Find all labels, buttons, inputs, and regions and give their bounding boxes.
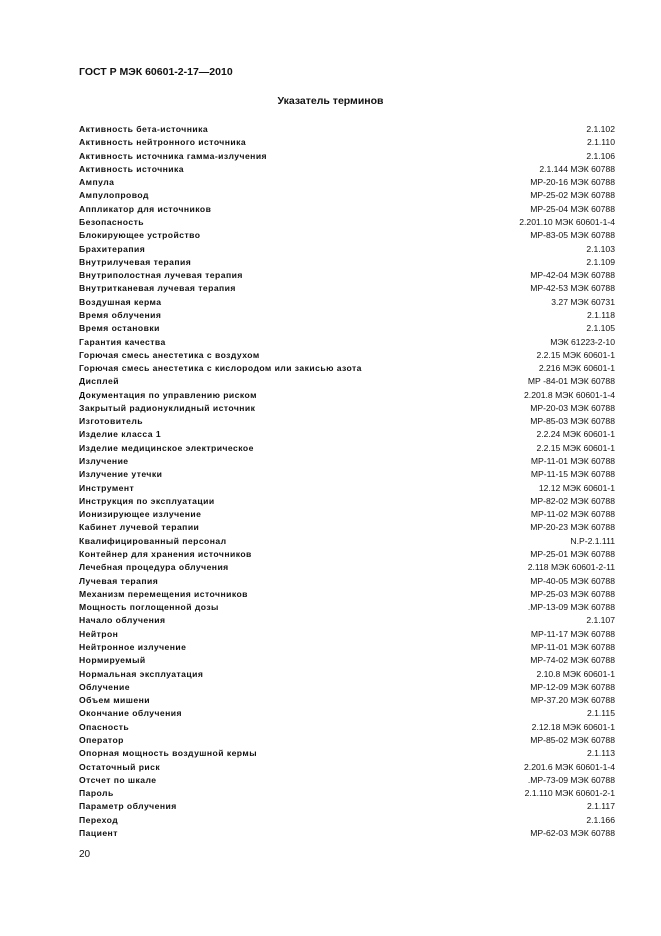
term-reference: 2.1.110 bbox=[586, 137, 615, 148]
term-entry bbox=[79, 721, 615, 734]
term-name: Горючая смесь анестетика с кислородом или закисью азота bbox=[79, 363, 362, 374]
term-name: Изделие класса 1 bbox=[79, 429, 162, 440]
term-name: Внутрилучевая терапия bbox=[79, 256, 192, 267]
term-reference: 2.118 МЭК 60601-2-11 bbox=[527, 562, 615, 573]
term-reference: МР-25-02 МЭК 60788 bbox=[530, 190, 615, 201]
term-name: Блокирующее устройство bbox=[79, 230, 201, 241]
term-name: Опорная мощность воздушной кермы bbox=[79, 748, 257, 759]
term-name: Опасность bbox=[79, 721, 130, 732]
term-entry bbox=[79, 136, 615, 149]
term-entry bbox=[79, 442, 615, 455]
term-name: Окончание облучения bbox=[79, 708, 182, 719]
term-entry bbox=[79, 415, 615, 428]
term-reference: 2.1.115 bbox=[586, 708, 615, 719]
term-entry bbox=[79, 508, 615, 521]
term-reference: .МР-13-09 МЭК 60788 bbox=[527, 602, 615, 613]
term-name: Механизм перемещения источников bbox=[79, 588, 248, 599]
term-reference: МР-20-03 МЭК 60788 bbox=[530, 402, 615, 413]
term-entry bbox=[79, 203, 615, 216]
term-name: Нормируемый bbox=[79, 655, 146, 666]
term-reference: 2.1.118 bbox=[586, 309, 615, 320]
term-reference: 2.2.24 МЭК 60601-1 bbox=[536, 429, 615, 440]
term-entry bbox=[79, 362, 615, 375]
term-reference: 2.1.110 МЭК 60601-2-1 bbox=[524, 788, 615, 799]
term-entry bbox=[79, 349, 615, 362]
term-name: Активность источника bbox=[79, 163, 185, 174]
term-reference: 2.201.8 МЭК 60601-1-4 bbox=[524, 389, 615, 400]
term-name: Ионизирующее излучение bbox=[79, 509, 202, 520]
term-name: Дисплей bbox=[79, 376, 119, 387]
term-reference: МР-74-02 МЭК 60788 bbox=[530, 655, 615, 666]
term-entry bbox=[79, 468, 615, 481]
term-name: Инструмент bbox=[79, 482, 135, 493]
term-reference: 2.12.18 МЭК 60601-1 bbox=[531, 721, 615, 732]
term-name: Контейнер для хранения источников bbox=[79, 549, 252, 559]
term-name: Остаточный риск bbox=[79, 761, 161, 772]
term-name: Объем мишени bbox=[79, 695, 151, 706]
term-name: Безопасность bbox=[79, 216, 145, 227]
term-reference: МР -84-01 МЭК 60788 bbox=[527, 376, 615, 387]
term-name: Ампула bbox=[79, 177, 115, 188]
term-reference: МР-85-03 МЭК 60788 bbox=[530, 416, 615, 427]
term-entry bbox=[79, 668, 615, 681]
term-entry bbox=[79, 694, 615, 707]
term-reference: .МР-73-09 МЭК 60788 bbox=[527, 774, 615, 785]
index-title: Указатель терминов bbox=[277, 95, 384, 107]
term-reference: МР-20-16 МЭК 60788 bbox=[530, 177, 615, 188]
term-entry bbox=[79, 216, 615, 229]
term-name: Внутриполостная лучевая терапия bbox=[79, 270, 243, 281]
term-entry bbox=[79, 561, 615, 574]
term-reference: МЭК 61223-2-10 bbox=[550, 336, 615, 347]
term-reference: 2.1.107 bbox=[586, 615, 615, 626]
term-entry bbox=[79, 495, 615, 508]
term-entry bbox=[79, 800, 615, 813]
term-name: Облучение bbox=[79, 681, 130, 692]
term-reference: МР-25-01 МЭК 60788 bbox=[530, 549, 615, 559]
term-name: Нейтронное излучение bbox=[79, 641, 187, 652]
term-reference: N.P-2.1.111 bbox=[570, 535, 615, 546]
term-reference: 2.216 МЭК 60601-1 bbox=[538, 363, 615, 374]
term-name: Изготовитель bbox=[79, 416, 143, 427]
term-name: Активность нейтронного источника bbox=[79, 137, 247, 148]
term-reference: 3.27 МЭК 60731 bbox=[551, 296, 615, 307]
term-reference: МР-11-01 МЭК 60788 bbox=[530, 456, 615, 467]
term-reference: МР-40-05 МЭК 60788 bbox=[530, 575, 615, 586]
term-name: Внутритканевая лучевая терапия bbox=[79, 283, 236, 294]
term-entry bbox=[79, 336, 615, 349]
term-entry bbox=[79, 482, 615, 495]
term-entry bbox=[79, 309, 615, 322]
term-entry bbox=[79, 150, 615, 163]
term-name: Активность бета-источника bbox=[79, 124, 209, 134]
term-reference: МР-37.20 МЭК 60788 bbox=[530, 695, 615, 706]
term-name: Нейтрон bbox=[79, 628, 119, 639]
term-reference: МР-11-02 МЭК 60788 bbox=[530, 509, 615, 520]
term-entry bbox=[79, 428, 615, 441]
term-name: Нормальная эксплуатация bbox=[79, 668, 204, 679]
term-name: Квалифицированный персонал bbox=[79, 535, 227, 546]
term-name: Кабинет лучевой терапии bbox=[79, 522, 200, 533]
term-entry bbox=[79, 774, 615, 787]
term-entry bbox=[79, 601, 615, 614]
term-reference: 2.1.105 bbox=[586, 323, 615, 334]
term-reference: 2.2.15 МЭК 60601-1 bbox=[536, 349, 615, 360]
term-name: Лечебная процедура облучения bbox=[79, 562, 229, 573]
term-entry bbox=[79, 575, 615, 588]
term-entry bbox=[79, 256, 615, 269]
term-entry bbox=[79, 282, 615, 295]
term-entry bbox=[79, 734, 615, 747]
term-reference: 12.12 МЭК 60601-1 bbox=[538, 482, 615, 493]
term-index-list bbox=[79, 123, 615, 840]
term-entry bbox=[79, 229, 615, 242]
term-reference: 2.1.103 bbox=[586, 243, 615, 254]
term-name: Оператор bbox=[79, 734, 124, 745]
term-reference: МР-83-05 МЭК 60788 bbox=[530, 230, 615, 241]
term-name: Переход bbox=[79, 814, 119, 825]
page-number: 20 bbox=[79, 849, 91, 860]
term-entry bbox=[79, 243, 615, 256]
term-entry bbox=[79, 681, 615, 694]
term-name: Ампулопровод bbox=[79, 190, 149, 201]
term-name: Пациент bbox=[79, 827, 118, 838]
term-entry bbox=[79, 641, 615, 654]
term-entry bbox=[79, 654, 615, 667]
term-entry bbox=[79, 123, 615, 136]
document-code-header: ГОСТ Р МЭК 60601-2-17—2010 bbox=[79, 66, 233, 78]
term-entry bbox=[79, 521, 615, 534]
term-reference: МР-20-23 МЭК 60788 bbox=[530, 522, 615, 533]
term-reference: МР-42-04 МЭК 60788 bbox=[530, 270, 615, 281]
term-reference: 2.1.109 bbox=[586, 256, 615, 267]
term-entry bbox=[79, 455, 615, 468]
term-reference: МР-25-04 МЭК 60788 bbox=[530, 203, 615, 214]
term-reference: МР-62-03 МЭК 60788 bbox=[530, 827, 615, 838]
term-entry bbox=[79, 389, 615, 402]
term-entry bbox=[79, 548, 615, 561]
term-reference: 2.1.166 bbox=[586, 814, 615, 825]
term-entry bbox=[79, 322, 615, 335]
term-name: Воздушная керма bbox=[79, 296, 162, 307]
term-reference: 2.1.113 bbox=[586, 748, 615, 759]
term-reference: МР-85-02 МЭК 60788 bbox=[530, 734, 615, 745]
term-reference: 2.10.8 МЭК 60601-1 bbox=[536, 668, 615, 679]
term-reference: 2.1.117 bbox=[586, 801, 615, 812]
term-name: Параметр облучения bbox=[79, 801, 177, 812]
term-reference: 2.201.10 МЭК 60601-1-4 bbox=[519, 216, 615, 227]
term-entry bbox=[79, 375, 615, 388]
term-name: Активность источника гамма-излучения bbox=[79, 150, 268, 161]
term-entry bbox=[79, 269, 615, 282]
term-reference: МР-11-01 МЭК 60788 bbox=[530, 641, 615, 652]
term-entry bbox=[79, 747, 615, 760]
term-entry bbox=[79, 628, 615, 641]
term-name: Аппликатор для источников bbox=[79, 203, 212, 214]
term-name: Инструкция по эксплуатации bbox=[79, 495, 215, 506]
term-name: Брахитерапия bbox=[79, 243, 146, 254]
term-name: Изделие медицинское электрическое bbox=[79, 442, 254, 453]
term-entry bbox=[79, 814, 615, 827]
term-reference: МР-25-03 МЭК 60788 bbox=[530, 588, 615, 599]
term-name: Начало облучения bbox=[79, 615, 166, 626]
term-name: Закрытый радионуклидный источник bbox=[79, 402, 256, 413]
term-reference: МР-11-17 МЭК 60788 bbox=[530, 628, 615, 639]
term-entry bbox=[79, 296, 615, 309]
term-entry bbox=[79, 402, 615, 415]
term-reference: МР-12-09 МЭК 60788 bbox=[530, 681, 615, 692]
term-name: Горючая смесь анестетика с воздухом bbox=[79, 349, 260, 360]
term-name: Излучение bbox=[79, 456, 129, 467]
term-name: Гарантия качества bbox=[79, 336, 166, 347]
term-entry bbox=[79, 588, 615, 601]
term-entry bbox=[79, 535, 615, 548]
term-reference: МР-82-02 МЭК 60788 bbox=[530, 495, 615, 506]
term-entry bbox=[79, 189, 615, 202]
term-entry bbox=[79, 176, 615, 189]
term-reference: 2.1.102 bbox=[586, 124, 615, 134]
term-entry bbox=[79, 614, 615, 627]
term-name: Излучение утечки bbox=[79, 469, 163, 480]
term-reference: 2.2.15 МЭК 60601-1 bbox=[536, 442, 615, 453]
term-reference: 2.1.144 МЭК 60788 bbox=[539, 163, 615, 174]
term-reference: МР-11-15 МЭК 60788 bbox=[530, 469, 615, 480]
term-name: Отсчет по шкале bbox=[79, 774, 157, 785]
term-reference: 2.201.6 МЭК 60601-1-4 bbox=[524, 761, 615, 772]
term-name: Пароль bbox=[79, 788, 114, 799]
term-entry bbox=[79, 761, 615, 774]
term-name: Мощность поглощенной дозы bbox=[79, 602, 219, 613]
term-name: Лучевая терапия bbox=[79, 575, 159, 586]
term-entry bbox=[79, 163, 615, 176]
term-name: Время остановки bbox=[79, 323, 160, 334]
term-reference: 2.1.106 bbox=[586, 150, 615, 161]
term-name: Время облучения bbox=[79, 309, 162, 320]
term-entry bbox=[79, 827, 615, 840]
term-entry bbox=[79, 707, 615, 720]
term-reference: МР-42-53 МЭК 60788 bbox=[530, 283, 615, 294]
term-entry bbox=[79, 787, 615, 800]
term-name: Документация по управлению риском bbox=[79, 389, 257, 400]
